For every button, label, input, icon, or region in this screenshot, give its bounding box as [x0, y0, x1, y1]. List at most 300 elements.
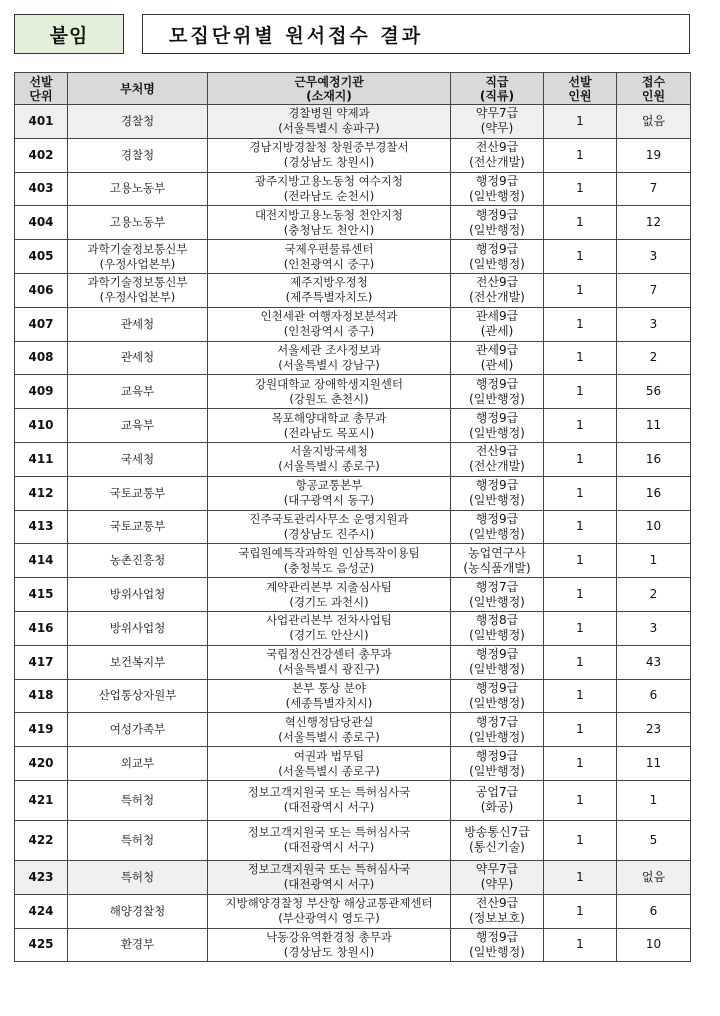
- cell-institution: [208, 780, 451, 820]
- cell-line: (일반행정): [469, 944, 525, 959]
- cell-grade: [451, 860, 544, 894]
- cell-line: 항공교통본부: [295, 478, 363, 493]
- cell-line: (전산개발): [469, 459, 525, 474]
- cell-grade: [451, 307, 544, 341]
- cell-institution: [208, 206, 451, 240]
- cell-agency: [68, 476, 208, 510]
- cell-line: (일반행정): [469, 493, 525, 508]
- col-header-quota: 선발 인원: [544, 73, 617, 105]
- table-row: [15, 240, 691, 274]
- cell-unit: 404: [15, 206, 68, 240]
- cell-line: 방송통신7급: [464, 825, 530, 840]
- cell-unit: 409: [15, 375, 68, 409]
- cell-line: 특허청: [120, 832, 155, 847]
- cell-applicants: 6: [617, 679, 691, 713]
- cell-line: 특허청: [120, 792, 155, 807]
- cell-line: (통신기술): [469, 840, 525, 855]
- cell-line: (관세): [480, 324, 514, 339]
- cell-line: 방위사업청: [109, 620, 166, 635]
- cell-line: 환경부: [120, 937, 155, 952]
- cell-line: (충청북도 음성군): [283, 560, 375, 575]
- cell-line: (일반행정): [469, 729, 525, 744]
- cell-line: (일반행정): [469, 526, 525, 541]
- cell-applicants: 1: [617, 780, 691, 820]
- cell-line: (화공): [480, 800, 514, 815]
- cell-line: (경기도 과천시): [289, 594, 369, 609]
- cell-grade: [451, 105, 544, 139]
- cell-line: (정보보호): [469, 911, 525, 926]
- cell-line: 행정9급: [475, 241, 519, 256]
- cell-agency: [68, 747, 208, 781]
- cell-line: (관세): [480, 357, 514, 372]
- cell-quota: 1: [544, 341, 617, 375]
- cell-line: 행정9급: [475, 478, 519, 493]
- cell-line: 고용노동부: [109, 215, 166, 230]
- cell-institution: [208, 105, 451, 139]
- cell-line: (제주특별자치도): [285, 290, 373, 305]
- cell-applicants: 3: [617, 240, 691, 274]
- cell-line: 관세9급: [475, 309, 519, 324]
- cell-line: 전산9급: [475, 896, 519, 911]
- cell-quota: 1: [544, 442, 617, 476]
- cell-line: 약무7급: [475, 106, 519, 121]
- cell-agency: [68, 645, 208, 679]
- cell-applicants: 6: [617, 894, 691, 928]
- cell-applicants: 2: [617, 578, 691, 612]
- cell-line: (일반행정): [469, 188, 525, 203]
- cell-line: 관세청: [120, 350, 155, 365]
- cell-line: 목포해양대학교 총무과: [271, 410, 387, 425]
- cell-line: (일반행정): [469, 425, 525, 440]
- cell-line: 행정9급: [475, 410, 519, 425]
- cell-institution: [208, 476, 451, 510]
- cell-agency: [68, 409, 208, 443]
- cell-quota: 1: [544, 747, 617, 781]
- cell-line: 해양경찰청: [109, 903, 166, 918]
- cell-grade: [451, 894, 544, 928]
- cell-grade: [451, 273, 544, 307]
- cell-quota: 1: [544, 645, 617, 679]
- cell-quota: 1: [544, 273, 617, 307]
- cell-grade: [451, 206, 544, 240]
- cell-line: 정보고객지원국 또는 특허심사국: [247, 825, 411, 840]
- table-row: [15, 544, 691, 578]
- table-row: [15, 375, 691, 409]
- cell-unit: 417: [15, 645, 68, 679]
- cell-line: 대전지방고용노동청 천안지청: [254, 207, 404, 222]
- cell-quota: 1: [544, 510, 617, 544]
- cell-unit: 418: [15, 679, 68, 713]
- cell-agency: [68, 679, 208, 713]
- cell-line: 경찰청: [120, 113, 155, 128]
- cell-line: (서울특별시 강남구): [278, 357, 380, 372]
- cell-line: 국토교통부: [109, 485, 166, 500]
- cell-quota: 1: [544, 611, 617, 645]
- col-header-applicants: 접수 인원: [617, 73, 691, 105]
- cell-line: (인천광역시 중구): [283, 324, 375, 339]
- cell-unit: 405: [15, 240, 68, 274]
- cell-applicants: 16: [617, 442, 691, 476]
- cell-line: (강원도 춘천시): [289, 391, 369, 406]
- table-row: [15, 820, 691, 860]
- cell-line: 경찰청: [120, 147, 155, 162]
- cell-quota: 1: [544, 172, 617, 206]
- cell-line: (일반행정): [469, 763, 525, 778]
- cell-quota: 1: [544, 860, 617, 894]
- cell-line: 국제우편물류센터: [284, 241, 374, 256]
- cell-quota: 1: [544, 780, 617, 820]
- cell-agency: [68, 206, 208, 240]
- cell-institution: [208, 820, 451, 860]
- cell-quota: 1: [544, 240, 617, 274]
- cell-grade: [451, 240, 544, 274]
- cell-line: (약무): [480, 121, 514, 136]
- cell-line: 국립정신건강센터 총무과: [266, 647, 392, 662]
- cell-applicants: 16: [617, 476, 691, 510]
- cell-line: (대전광역시 서구): [283, 840, 375, 855]
- cell-institution: [208, 273, 451, 307]
- cell-agency: [68, 894, 208, 928]
- cell-line: (일반행정): [469, 662, 525, 677]
- cell-line: 국립원예특작과학원 인삼특작이용팀: [238, 545, 420, 560]
- cell-unit: 416: [15, 611, 68, 645]
- cell-unit: 401: [15, 105, 68, 139]
- cell-line: 전산9급: [475, 444, 519, 459]
- cell-agency: [68, 442, 208, 476]
- cell-line: (경상남도 진주시): [283, 526, 375, 541]
- cell-agency: [68, 375, 208, 409]
- table-row: [15, 928, 691, 962]
- cell-agency: [68, 928, 208, 962]
- cell-unit: 420: [15, 747, 68, 781]
- cell-line: 여성가족부: [109, 722, 166, 737]
- col-header-grade: 직급 (직류): [451, 73, 544, 105]
- cell-grade: [451, 138, 544, 172]
- cell-applicants: 19: [617, 138, 691, 172]
- cell-agency: [68, 138, 208, 172]
- cell-line: (대구광역시 동구): [283, 493, 375, 508]
- cell-line: 교육부: [120, 418, 155, 433]
- cell-line: (서울특별시 종로구): [278, 729, 380, 744]
- cell-institution: [208, 341, 451, 375]
- table-row: [15, 409, 691, 443]
- table-row: [15, 105, 691, 139]
- cell-line: (전산개발): [469, 155, 525, 170]
- table-row: [15, 273, 691, 307]
- cell-unit: 412: [15, 476, 68, 510]
- cell-line: (일반행정): [469, 695, 525, 710]
- cell-agency: [68, 341, 208, 375]
- cell-line: 제주지방우정청: [290, 275, 368, 290]
- col-header-agency: 부처명: [68, 73, 208, 105]
- cell-line: 산업통상자원부: [98, 688, 177, 703]
- table-row: [15, 747, 691, 781]
- cell-line: 경찰병원 약제과: [288, 106, 370, 121]
- cell-quota: 1: [544, 409, 617, 443]
- cell-agency: [68, 307, 208, 341]
- cell-line: 인천세관 여행자정보분석과: [260, 309, 398, 324]
- cell-line: (서울특별시 종로구): [278, 763, 380, 778]
- cell-line: 공업7급: [475, 785, 519, 800]
- cell-unit: 403: [15, 172, 68, 206]
- cell-agency: [68, 510, 208, 544]
- cell-line: 행정9급: [475, 748, 519, 763]
- cell-line: 본부 통상 분야: [292, 680, 366, 695]
- table-row: [15, 713, 691, 747]
- cell-applicants: 43: [617, 645, 691, 679]
- cell-line: (서울특별시 광진구): [278, 662, 380, 677]
- cell-grade: [451, 442, 544, 476]
- cell-line: (전라남도 목포시): [283, 425, 375, 440]
- cell-institution: [208, 138, 451, 172]
- cell-line: 보건복지부: [109, 654, 166, 669]
- cell-line: 농업연구사: [468, 545, 526, 560]
- cell-applicants: 10: [617, 928, 691, 962]
- cell-institution: [208, 611, 451, 645]
- cell-institution: [208, 747, 451, 781]
- cell-line: (일반행정): [469, 256, 525, 271]
- cell-unit: 407: [15, 307, 68, 341]
- cell-line: 방위사업청: [109, 587, 166, 602]
- cell-line: 전산9급: [475, 140, 519, 155]
- cell-agency: [68, 544, 208, 578]
- cell-line: (서울특별시 송파구): [278, 121, 380, 136]
- cell-applicants: 3: [617, 307, 691, 341]
- table-row: [15, 780, 691, 820]
- cell-line: (일반행정): [469, 222, 525, 237]
- cell-quota: 1: [544, 375, 617, 409]
- cell-line: 행정7급: [475, 714, 519, 729]
- cell-applicants: 11: [617, 747, 691, 781]
- col-header-institution: 근무예정기관 (소재지): [208, 73, 451, 105]
- cell-quota: 1: [544, 476, 617, 510]
- table-row: [15, 645, 691, 679]
- cell-quota: 1: [544, 713, 617, 747]
- cell-quota: 1: [544, 894, 617, 928]
- cell-grade: [451, 578, 544, 612]
- cell-applicants: 1: [617, 544, 691, 578]
- cell-institution: [208, 409, 451, 443]
- cell-institution: [208, 679, 451, 713]
- cell-grade: [451, 780, 544, 820]
- cell-line: (전라남도 순천시): [283, 188, 375, 203]
- cell-quota: 1: [544, 105, 617, 139]
- cell-grade: [451, 679, 544, 713]
- cell-quota: 1: [544, 138, 617, 172]
- cell-line: (우정사업본부): [99, 256, 176, 271]
- cell-line: (약무): [480, 877, 514, 892]
- table-row: [15, 341, 691, 375]
- cell-applicants: 7: [617, 172, 691, 206]
- cell-institution: [208, 442, 451, 476]
- cell-line: 행정7급: [475, 579, 519, 594]
- cell-line: 사업관리본부 전차사업팀: [266, 613, 392, 628]
- cell-unit: 415: [15, 578, 68, 612]
- cell-applicants: 23: [617, 713, 691, 747]
- cell-institution: [208, 240, 451, 274]
- cell-line: (우정사업본부): [99, 290, 176, 305]
- cell-institution: [208, 578, 451, 612]
- cell-line: 과학기술정보통신부: [87, 241, 188, 256]
- cell-agency: [68, 611, 208, 645]
- cell-applicants: 없음: [617, 860, 691, 894]
- table-row: [15, 510, 691, 544]
- cell-line: 고용노동부: [109, 181, 166, 196]
- cell-line: (경기도 안산시): [289, 628, 369, 643]
- cell-unit: 408: [15, 341, 68, 375]
- cell-line: 전산9급: [475, 275, 519, 290]
- cell-agency: [68, 240, 208, 274]
- table-row: [15, 894, 691, 928]
- cell-agency: [68, 105, 208, 139]
- cell-line: (충청남도 천안시): [283, 222, 375, 237]
- cell-line: 광주지방고용노동청 여수지청: [254, 173, 404, 188]
- table-row: [15, 578, 691, 612]
- cell-line: 국토교통부: [109, 519, 166, 534]
- cell-agency: [68, 713, 208, 747]
- cell-grade: [451, 476, 544, 510]
- cell-quota: 1: [544, 544, 617, 578]
- table-row: [15, 206, 691, 240]
- cell-unit: 413: [15, 510, 68, 544]
- cell-institution: [208, 375, 451, 409]
- cell-grade: [451, 645, 544, 679]
- cell-grade: [451, 172, 544, 206]
- cell-applicants: 11: [617, 409, 691, 443]
- cell-unit: 421: [15, 780, 68, 820]
- cell-line: 여권과 법무팀: [293, 748, 365, 763]
- table-row: [15, 307, 691, 341]
- cell-quota: 1: [544, 820, 617, 860]
- table-row: [15, 611, 691, 645]
- cell-line: 관세청: [120, 316, 155, 331]
- cell-line: 정보고객지원국 또는 특허심사국: [247, 862, 411, 877]
- cell-unit: 422: [15, 820, 68, 860]
- cell-line: 과학기술정보통신부: [87, 275, 188, 290]
- attachment-tag: 붙임: [14, 14, 124, 54]
- cell-grade: [451, 820, 544, 860]
- cell-unit: 406: [15, 273, 68, 307]
- col-header-unit: 선발 단위: [15, 73, 68, 105]
- results-table: [14, 72, 691, 962]
- cell-grade: [451, 713, 544, 747]
- cell-line: 경남지방경찰청 창원중부경찰서: [249, 140, 409, 155]
- cell-quota: 1: [544, 578, 617, 612]
- cell-quota: 1: [544, 679, 617, 713]
- table-row: [15, 442, 691, 476]
- cell-line: (인천광역시 중구): [283, 256, 375, 271]
- cell-applicants: 7: [617, 273, 691, 307]
- cell-line: 외교부: [120, 756, 155, 771]
- cell-line: (농식품개발): [463, 560, 531, 575]
- cell-line: 행정8급: [475, 613, 519, 628]
- header-row: [15, 73, 691, 105]
- cell-applicants: 5: [617, 820, 691, 860]
- cell-line: 농촌진흥청: [109, 553, 166, 568]
- cell-line: 약무7급: [475, 862, 519, 877]
- cell-line: 혁신행정담당관실: [284, 714, 374, 729]
- cell-line: 낙동강유역환경청 총무과: [266, 929, 392, 944]
- cell-grade: [451, 409, 544, 443]
- cell-unit: 411: [15, 442, 68, 476]
- cell-agency: [68, 780, 208, 820]
- cell-agency: [68, 820, 208, 860]
- cell-line: 행정9급: [475, 680, 519, 695]
- cell-quota: 1: [544, 928, 617, 962]
- cell-grade: [451, 375, 544, 409]
- cell-line: 행정9급: [475, 376, 519, 391]
- cell-applicants: 56: [617, 375, 691, 409]
- cell-unit: 402: [15, 138, 68, 172]
- cell-line: (일반행정): [469, 628, 525, 643]
- cell-quota: 1: [544, 206, 617, 240]
- cell-grade: [451, 544, 544, 578]
- cell-line: 행정9급: [475, 173, 519, 188]
- cell-institution: [208, 645, 451, 679]
- cell-grade: [451, 341, 544, 375]
- cell-institution: [208, 894, 451, 928]
- cell-unit: 423: [15, 860, 68, 894]
- cell-line: (일반행정): [469, 391, 525, 406]
- cell-line: 행정9급: [475, 929, 519, 944]
- cell-unit: 419: [15, 713, 68, 747]
- cell-grade: [451, 928, 544, 962]
- cell-line: (일반행정): [469, 594, 525, 609]
- cell-agency: [68, 860, 208, 894]
- cell-line: (경상남도 창원시): [283, 155, 375, 170]
- cell-line: 교육부: [120, 384, 155, 399]
- cell-line: 특허청: [120, 869, 155, 884]
- cell-line: 행정9급: [475, 207, 519, 222]
- cell-agency: [68, 578, 208, 612]
- cell-unit: 410: [15, 409, 68, 443]
- cell-unit: 425: [15, 928, 68, 962]
- cell-grade: [451, 510, 544, 544]
- cell-line: 행정9급: [475, 647, 519, 662]
- cell-institution: [208, 510, 451, 544]
- cell-line: (부산광역시 영도구): [278, 911, 380, 926]
- cell-unit: 414: [15, 544, 68, 578]
- table-row: [15, 679, 691, 713]
- cell-agency: [68, 172, 208, 206]
- cell-unit: 424: [15, 894, 68, 928]
- cell-line: (경상남도 창원시): [283, 944, 375, 959]
- table-row: [15, 860, 691, 894]
- cell-institution: [208, 713, 451, 747]
- cell-institution: [208, 544, 451, 578]
- cell-line: 행정9급: [475, 511, 519, 526]
- cell-line: 국세청: [120, 451, 155, 466]
- cell-applicants: 12: [617, 206, 691, 240]
- cell-line: 정보고객지원국 또는 특허심사국: [247, 785, 411, 800]
- cell-grade: [451, 611, 544, 645]
- table-row: [15, 476, 691, 510]
- cell-line: 진주국토관리사무소 운영지원과: [249, 511, 409, 526]
- cell-line: 지방해양경찰청 부산항 해상교통관제센터: [225, 896, 433, 911]
- cell-line: 계약관리본부 지출심사팀: [266, 579, 392, 594]
- cell-line: (대전광역시 서구): [283, 800, 375, 815]
- cell-applicants: 2: [617, 341, 691, 375]
- cell-line: 서울지방국세청: [290, 444, 368, 459]
- cell-grade: [451, 747, 544, 781]
- cell-agency: [68, 273, 208, 307]
- cell-line: 서울세관 조사정보과: [277, 342, 381, 357]
- cell-line: 강원대학교 장애학생지원센터: [254, 376, 404, 391]
- cell-line: (서울특별시 종로구): [278, 459, 380, 474]
- cell-institution: [208, 172, 451, 206]
- page-title: 모집단위별 원서접수 결과: [142, 14, 690, 54]
- cell-applicants: 없음: [617, 105, 691, 139]
